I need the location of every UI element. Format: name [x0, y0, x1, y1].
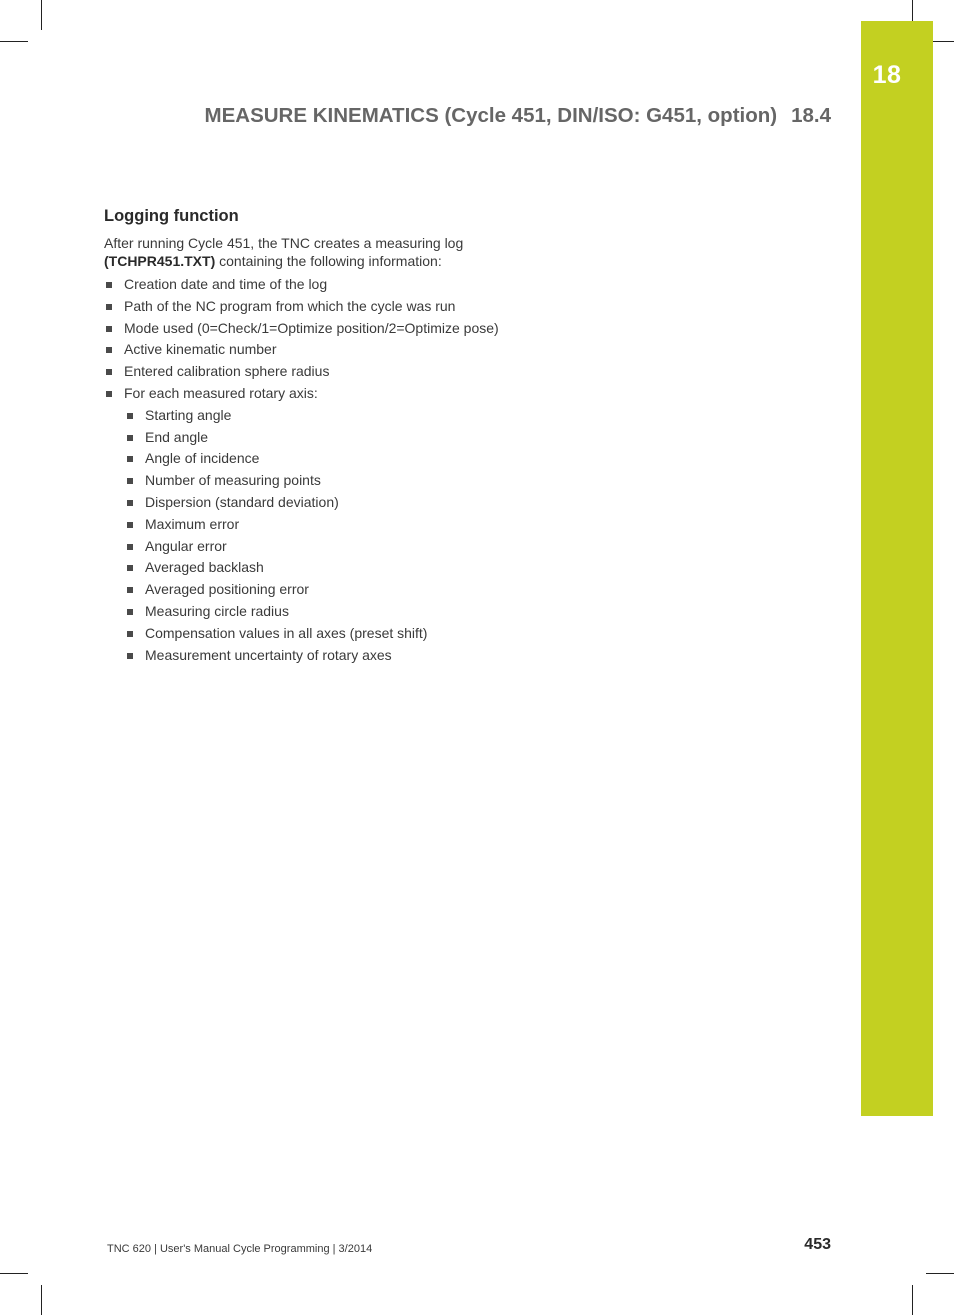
main-content — [104, 206, 664, 666]
crop-mark — [926, 1273, 954, 1274]
bullet-square-icon — [127, 413, 133, 419]
list-item: Path of the NC program from which the cycle was run — [104, 296, 664, 318]
log-filename: (TCHPR451.TXT) — [104, 253, 216, 269]
footer-text: TNC 620 | User's Manual Cycle Programming | 3/2014 — [107, 1243, 373, 1255]
bullet-square-icon — [127, 544, 133, 550]
crop-mark — [41, 0, 42, 30]
sub-list-item: Averaged positioning error — [125, 579, 664, 601]
sub-list-item: Averaged backlash — [125, 557, 664, 579]
bullet-square-icon — [106, 369, 112, 375]
bullet-square-icon — [106, 304, 112, 310]
bullet-square-icon — [127, 565, 133, 571]
bullet-square-icon — [127, 522, 133, 528]
bullet-square-icon — [106, 391, 112, 397]
running-header — [205, 104, 831, 128]
crop-mark — [912, 1285, 913, 1315]
list-item: For each measured rotary axis: — [104, 383, 664, 405]
chapter-number: 18 — [872, 61, 902, 89]
bullet-square-icon — [127, 435, 133, 441]
bullet-square-icon — [127, 456, 133, 462]
sub-list-item: Number of measuring points — [125, 470, 664, 492]
list-item: Entered calibration sphere radius — [104, 361, 664, 383]
bullet-square-icon — [106, 347, 112, 353]
page-number: 453 — [804, 1236, 831, 1253]
rotary-axis-sublist — [125, 405, 664, 667]
crop-mark — [0, 41, 28, 42]
list-item: Active kinematic number — [104, 339, 664, 361]
sub-list-item: Angular error — [125, 536, 664, 558]
list-item: Mode used (0=Check/1=Optimize position/2=Optimize pose) — [104, 318, 664, 340]
section-title: Logging function — [104, 207, 239, 225]
sub-list-item: Measurement uncertainty of rotary axes — [125, 645, 664, 667]
header-title: MEASURE KINEMATICS (Cycle 451, DIN/ISO: G451, option) — [204, 104, 778, 127]
bullet-square-icon — [127, 478, 133, 484]
crop-mark — [0, 1273, 28, 1274]
bullet-square-icon — [127, 653, 133, 659]
chapter-tab — [861, 21, 933, 1116]
bullet-square-icon — [106, 326, 112, 332]
sub-list-item: Compensation values in all axes (preset shift) — [125, 623, 664, 645]
sub-list-item: Measuring circle radius — [125, 601, 664, 623]
bullet-square-icon — [127, 609, 133, 615]
sub-list-item: End angle — [125, 427, 664, 449]
log-contents-list — [104, 274, 664, 405]
intro-text-continued: containing the following information: — [215, 253, 442, 269]
sub-list-item: Starting angle — [125, 405, 664, 427]
bullet-square-icon — [127, 631, 133, 637]
sub-list-item: Angle of incidence — [125, 448, 664, 470]
bullet-square-icon — [127, 587, 133, 593]
list-item: Creation date and time of the log — [104, 274, 664, 296]
bullet-square-icon — [106, 282, 112, 288]
header-section-number: 18.4 — [791, 104, 831, 127]
intro-paragraph — [104, 234, 664, 270]
sub-list-item: Maximum error — [125, 514, 664, 536]
sub-list-item: Dispersion (standard deviation) — [125, 492, 664, 514]
intro-text: After running Cycle 451, the TNC creates a measuring log — [104, 235, 464, 251]
bullet-square-icon — [127, 500, 133, 506]
crop-mark — [41, 1285, 42, 1315]
